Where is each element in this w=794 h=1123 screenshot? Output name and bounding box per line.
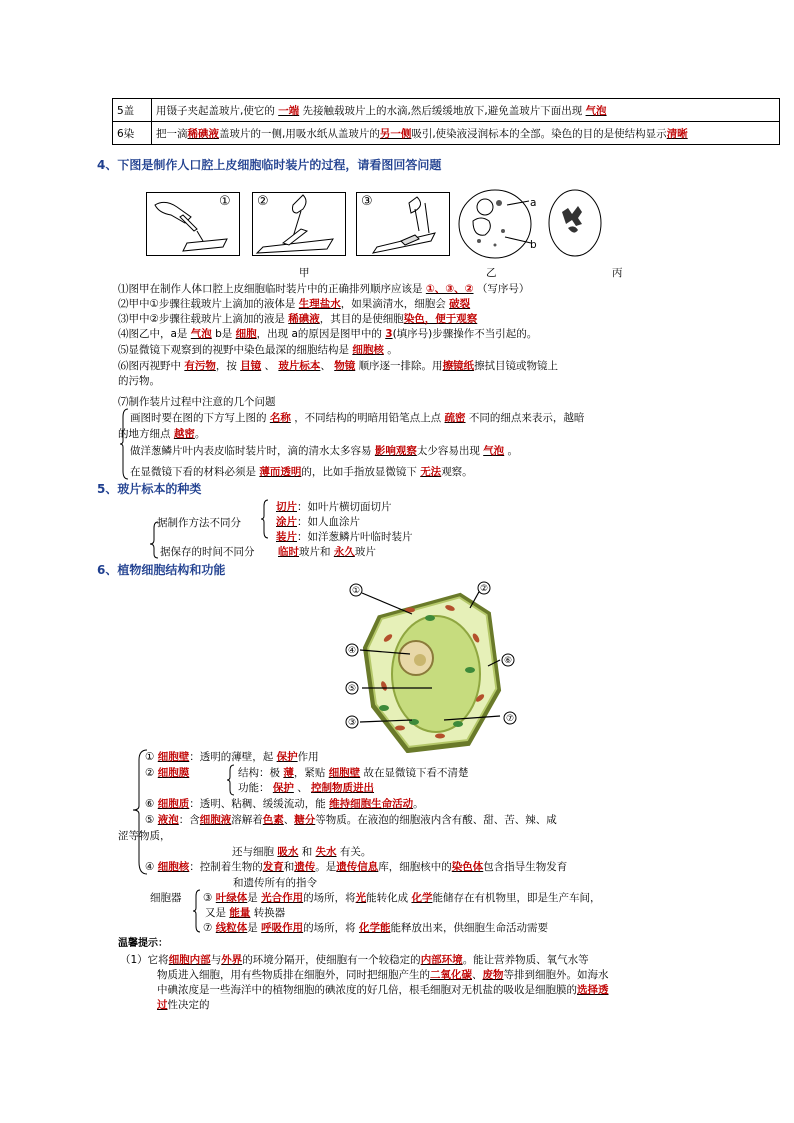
q6-row-6b: 又是 能量 转换器 bbox=[205, 907, 286, 919]
q4-line-8: 画图时要在图的下方写上图的 名称 ，不同结构的明暗用铅笔点上点 疏密 不同的细点来表示，越暗 bbox=[130, 412, 585, 424]
q5-title: 5、玻片标本的种类 bbox=[97, 482, 202, 496]
brace-icon bbox=[120, 408, 130, 480]
figure-step-1 bbox=[146, 192, 240, 256]
q4-line-2: ⑵甲中①步骤往载玻片上滴加的液体是 生理盐水，如果滴清水，细胞会 破裂 bbox=[118, 298, 471, 310]
steps-table bbox=[112, 98, 780, 145]
figure-label: ③ bbox=[361, 194, 373, 209]
tips-line-2: 物质进入细胞，用有些物质排在细胞外，同时把细胞产生的二氧化碳、废物等排到细胞外。如海水 bbox=[157, 969, 609, 981]
q6-row-5b: 和遗传所有的指令 bbox=[233, 877, 317, 889]
tips-line-4: 过性决定的 bbox=[157, 999, 210, 1011]
q4-line-1: ⑴图甲在制作人体口腔上皮细胞临时装片中的正确排列顺序应该是 ①、③、② （写序号） bbox=[118, 283, 530, 295]
q4-line-10: 在显微镜下看的材料必须是 薄而透明的，比如手指放显微镜下 无法观察。 bbox=[130, 466, 473, 478]
q5-item-2: 涂片：如人血涂片 bbox=[276, 516, 360, 528]
q6-row-2: ② 细胞膜 bbox=[145, 767, 190, 779]
table-row bbox=[113, 99, 780, 122]
q4-title: 4、下图是制作人口腔上皮细胞临时装片的过程，请看图回答问题 bbox=[97, 158, 442, 172]
step-text: 把一滴稀碘液盖玻片的一侧,用吸水纸从盖玻片的另一侧吸引,使染液浸润标本的全部。染色的目的是使结构显示清晰 bbox=[152, 122, 780, 145]
organelle-brace-icon bbox=[192, 889, 202, 933]
tips-line-3: 中碘浓度是一些海洋中的植物细胞的碘浓度的好几倍，根毛细胞对无机盐的吸收是细胞膜的选择透 bbox=[157, 984, 609, 996]
q6-row-7: ⑦ 线粒体是 呼吸作用的场所，将 化学能能释放出来，供细胞生命活动需要 bbox=[203, 922, 548, 934]
q4-line-3: ⑶甲中②步骤往载玻片上滴加的液是 稀碘液，其目的是使细胞染色，便于观察 bbox=[118, 313, 478, 325]
cell-num-4: ④ bbox=[347, 646, 357, 656]
q5-by-time: 据保存的时间不同分 bbox=[160, 546, 255, 558]
cell-num-2: ② bbox=[479, 584, 489, 594]
cell-num-6: ⑥ bbox=[503, 656, 513, 666]
cell-num-1: ① bbox=[351, 586, 361, 596]
q4-line-8b: 的地方细点 越密。 bbox=[118, 428, 206, 440]
classification-brace-icon bbox=[148, 498, 278, 560]
figure-step-2 bbox=[252, 192, 346, 256]
tips-title: 温馨提示： bbox=[118, 938, 168, 949]
q4-line-7: ⑺制作装片过程中注意的几个问题 bbox=[118, 396, 276, 408]
table-row bbox=[113, 122, 780, 145]
step-key: 5盖 bbox=[113, 99, 152, 122]
q4-line-6: ⑹图丙视野中 有污物，按 目镜 、 玻片标本、 物镜 顺序逐一排除。用擦镜纸擦拭目镜或物镜上 bbox=[118, 360, 559, 372]
microscope-view-bing bbox=[548, 188, 603, 258]
q6-row-2-structure: 结构：极 薄，紧贴 细胞壁 故在显微镜下看不清楚 bbox=[238, 767, 469, 779]
q6-row-2-function: 功能： 保护 、 控制物质进出 bbox=[238, 782, 375, 794]
cell-num-5: ⑤ bbox=[347, 684, 357, 694]
caption-jia: 甲 bbox=[299, 267, 310, 279]
tips-line-1: （1）它将细胞内部与外界的环境分隔开，使细胞有一个较稳定的内部环境。能让营养物质、氧气水等 bbox=[120, 954, 589, 966]
q5-item-1: 切片：如叶片横切面切片 bbox=[276, 501, 392, 513]
q4-line-6b: 的污物。 bbox=[118, 375, 160, 387]
plant-cell-diagram bbox=[340, 578, 530, 753]
label-a: a bbox=[530, 197, 537, 209]
organelle-label: 细胞器 bbox=[150, 892, 182, 904]
q5-item-3: 装片：如洋葱鳞片叶临时装片 bbox=[276, 531, 413, 543]
q6-row-4b: 涩等物质， bbox=[118, 830, 171, 842]
figure-label: ① bbox=[219, 194, 231, 209]
membrane-brace-icon bbox=[226, 764, 236, 796]
step-text: 用镊子夹起盖玻片,使它的 一端 先接触载玻片上的水滴,然后缓缓地放下,避免盖玻片下面出现 气泡 bbox=[152, 99, 780, 122]
q5-item-4: 临时玻片和 永久玻片 bbox=[278, 546, 376, 558]
figure-label: ② bbox=[257, 194, 269, 209]
q4-line-9: 做洋葱鳞片叶内表皮临时装片时，滴的清水太多容易 影响观察太少容易出现 气泡 。 bbox=[130, 445, 519, 457]
q6-title: 6、植物细胞结构和功能 bbox=[97, 563, 226, 577]
q6-row-4: ⑤ 液泡：含细胞液溶解着色素、糖分等物质。在液泡的细胞液内含有酸、甜、苦、辣、咸 bbox=[145, 814, 557, 826]
cell-num-7: ⑦ bbox=[505, 714, 515, 724]
caption-bing: 丙 bbox=[612, 267, 623, 279]
q6-row-1: ① 细胞壁：透明的薄壁，起 保护作用 bbox=[145, 751, 319, 763]
q6-row-4c: 还与细胞 吸水 和 失水 有关。 bbox=[232, 846, 372, 858]
cell-num-3: ③ bbox=[347, 718, 357, 728]
q6-row-3: ⑥ 细胞质：透明、粘稠、缓缓流动，能 维持细胞生命活动。 bbox=[145, 798, 424, 810]
label-b: b bbox=[530, 239, 537, 251]
q4-line-5: ⑸显微镜下观察到的视野中染色最深的细胞结构是 细胞核 。 bbox=[118, 344, 398, 356]
figure-step-3 bbox=[356, 192, 450, 256]
q6-row-5: ④ 细胞核：控制着生物的发育和遗传。是遗传信息库，细胞核中的染色体包含指导生物发育 bbox=[145, 861, 568, 873]
caption-yi: 乙 bbox=[486, 267, 497, 279]
step-key: 6染 bbox=[113, 122, 152, 145]
q6-row-6: ③ 叶绿体是 光合作用的场所，将光能转化成 化学能储存在有机物里，即是生产车间， bbox=[203, 892, 601, 904]
q4-line-4: ⑷图乙中，a是 气泡 b是 细胞，出现 a的原因是图甲中的 3(填序号)步骤操作不当引起的。 bbox=[118, 328, 538, 340]
q5-by-method: 据制作方法不同分 bbox=[157, 517, 241, 529]
